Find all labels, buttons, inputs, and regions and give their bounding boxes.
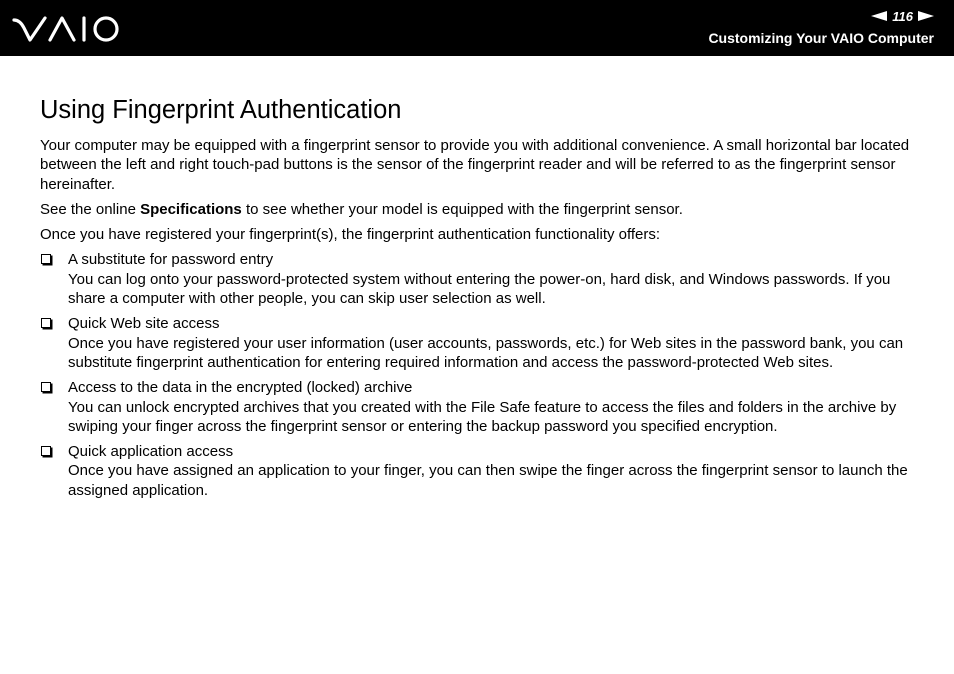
feature-list xyxy=(40,250,920,500)
page-number: 116 xyxy=(892,8,913,24)
list-item-description: You can unlock encrypted archives that you created with the File Safe feature to access the files and folders in the archive by swiping your finger across the fingerprint sensor or entering the backup password you specified encryption. xyxy=(68,398,897,435)
list-item xyxy=(40,250,920,308)
checkbox-bullet-icon xyxy=(41,318,51,328)
intro-paragraph: Your computer may be equipped with a fingerprint sensor to provide you with additional convenience. A small horizontal bar located between the left and right touch-pad buttons is the sensor of the fingerprint reader and will be referred to as the fingerprint sensor hereinafter. xyxy=(40,137,910,193)
list-item-description: You can log onto your password-protected system without entering the power-on, hard disk, and Windows passwords. If you share a computer with other people, you can skip user selection as well. xyxy=(68,270,891,308)
page-title: Using Fingerprint Authentication xyxy=(40,96,402,124)
header-bar xyxy=(0,0,954,56)
previous-page-arrow-icon[interactable] xyxy=(871,11,887,21)
page-navigation xyxy=(871,8,934,24)
checkbox-bullet-icon xyxy=(41,446,51,456)
list-item-description: Once you have assigned an application to your finger, you can then swipe the finger across the fingerprint sensor to launch the assigned application. xyxy=(68,462,908,499)
main-content xyxy=(40,92,920,506)
list-item xyxy=(40,314,920,372)
list-item xyxy=(40,378,920,436)
section-title: Customizing Your VAIO Computer xyxy=(708,30,934,46)
checkbox-bullet-icon xyxy=(41,254,51,264)
features-intro: Once you have registered your fingerprint(s), the fingerprint authentication functionality offers: xyxy=(40,226,661,244)
checkbox-bullet-icon xyxy=(41,382,51,392)
vaio-logo xyxy=(12,14,122,44)
list-item-title: Access to the data in the encrypted (locked) archive xyxy=(68,379,413,397)
specifications-paragraph xyxy=(40,200,920,219)
list-item-title: Quick Web site access xyxy=(68,315,220,333)
list-item-description: Once you have registered your user information (user accounts, passwords, etc.) for Web sites in the password bank, you can substitute fingerprint authentication for entering required information and access the password-protected Web sites. xyxy=(68,334,904,371)
list-item xyxy=(40,442,920,500)
next-page-arrow-icon[interactable] xyxy=(918,11,934,21)
list-item-title: Quick application access xyxy=(68,443,234,461)
spec-text-after: to see whether your model is equipped with the fingerprint sensor. xyxy=(241,200,683,218)
list-item-title: A substitute for password entry xyxy=(68,251,274,269)
specifications-term: Specifications xyxy=(140,200,242,218)
spec-text-before: See the online xyxy=(40,200,141,218)
